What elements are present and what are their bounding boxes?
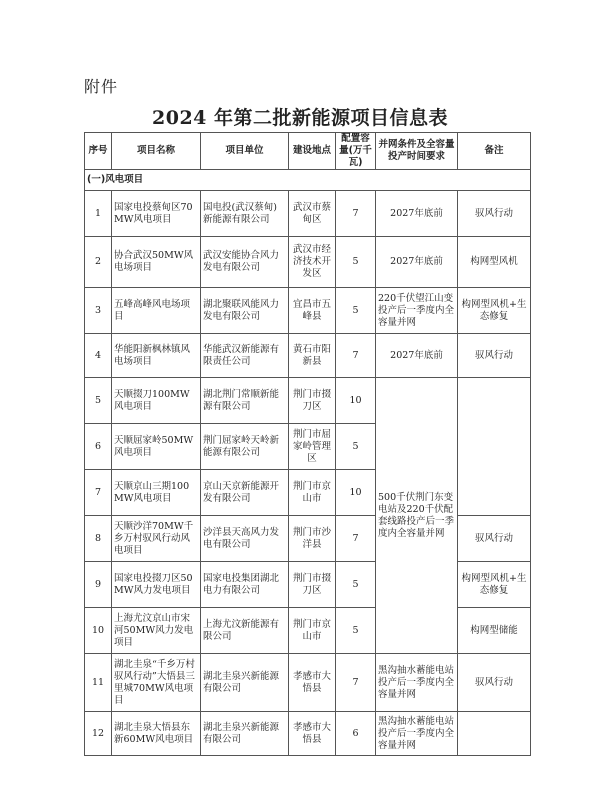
cell-unit: 荆门屈家岭天岭新能源有限公司 xyxy=(201,424,289,470)
cell-location: 武汉市经济技术开发区 xyxy=(289,237,336,288)
cell-note: 驭风行动 xyxy=(458,334,531,378)
header-no: 序号 xyxy=(85,133,112,170)
cell-location: 荆门市沙洋县 xyxy=(289,516,336,562)
cell-location: 武汉市蔡甸区 xyxy=(289,191,336,237)
cell-capacity: 10 xyxy=(336,378,376,424)
cell-unit: 沙洋县天高风力发电有限公司 xyxy=(201,516,289,562)
attachment-label: 附件 xyxy=(84,77,119,96)
header-location: 建设地点 xyxy=(289,133,336,170)
cell-capacity: 10 xyxy=(336,470,376,516)
cell-capacity: 5 xyxy=(336,288,376,334)
cell-capacity: 5 xyxy=(336,424,376,470)
cell-no: 1 xyxy=(85,191,112,237)
cell-name: 协合武汉50MW风电场项目 xyxy=(112,237,201,288)
cell-note: 构网型风机+生态修复 xyxy=(458,288,531,334)
table-header-row xyxy=(85,133,531,170)
cell-location: 荆门市屈家岭管理区 xyxy=(289,424,336,470)
cell-location: 孝感市大悟县 xyxy=(289,712,336,756)
table-row xyxy=(85,712,531,756)
cell-note: 构网型风机+生态修复 xyxy=(458,562,531,608)
cell-unit: 京山天京新能源开发有限公司 xyxy=(201,470,289,516)
cell-no: 12 xyxy=(85,712,112,756)
cell-location: 荆门市京山市 xyxy=(289,608,336,654)
table-row xyxy=(85,654,531,712)
cell-no: 2 xyxy=(85,237,112,288)
cell-no: 4 xyxy=(85,334,112,378)
cell-note xyxy=(458,712,531,756)
cell-note: 驭风行动 xyxy=(458,516,531,562)
cell-note-merged xyxy=(458,378,531,516)
cell-location: 荆门市掇刀区 xyxy=(289,378,336,424)
cell-capacity: 7 xyxy=(336,654,376,712)
cell-name: 天顺沙洋70MW千乡万村驭风行动风电项目 xyxy=(112,516,201,562)
cell-location: 荆门市掇刀区 xyxy=(289,562,336,608)
cell-no: 6 xyxy=(85,424,112,470)
cell-capacity: 5 xyxy=(336,237,376,288)
header-name: 项目名称 xyxy=(112,133,201,170)
table-row xyxy=(85,334,531,378)
cell-no: 11 xyxy=(85,654,112,712)
cell-unit: 华能武汉新能源有限责任公司 xyxy=(201,334,289,378)
cell-requirement-merged: 500千伏荆门东变电站及220千伏配套线路投产后一季度内全容量并网 xyxy=(376,378,458,654)
cell-location: 荆门市京山市 xyxy=(289,470,336,516)
cell-unit: 湖北圭泉兴新能源有限公司 xyxy=(201,712,289,756)
cell-unit: 国家电投集团湖北电力有限公司 xyxy=(201,562,289,608)
header-capacity: 配置容量(万千瓦) xyxy=(336,133,376,170)
cell-note: 驭风行动 xyxy=(458,191,531,237)
cell-name: 天顺屈家岭50MW风电项目 xyxy=(112,424,201,470)
cell-no: 3 xyxy=(85,288,112,334)
cell-name: 天顺掇刀100MW风电项目 xyxy=(112,378,201,424)
cell-no: 9 xyxy=(85,562,112,608)
cell-location: 孝感市大悟县 xyxy=(289,654,336,712)
cell-no: 7 xyxy=(85,470,112,516)
cell-requirement: 2027年底前 xyxy=(376,191,458,237)
cell-name: 天顺京山三期100MW风电项目 xyxy=(112,470,201,516)
cell-requirement: 黑沟抽水蓄能电站投产后一季度内全容量并网 xyxy=(376,712,458,756)
cell-name: 国家电投蔡甸区70MW风电项目 xyxy=(112,191,201,237)
cell-note: 构网型储能 xyxy=(458,608,531,654)
cell-name: 国家电投掇刀区50MW风力发电项目 xyxy=(112,562,201,608)
cell-location: 黄石市阳新县 xyxy=(289,334,336,378)
cell-requirement: 220千伏望江山变投产后一季度内全容量并网 xyxy=(376,288,458,334)
cell-name: 五峰高峰风电场项目 xyxy=(112,288,201,334)
project-table xyxy=(84,132,531,756)
header-requirement: 并网条件及全容量投产时间要求 xyxy=(376,133,458,170)
header-unit: 项目单位 xyxy=(201,133,289,170)
section-title: (一)风电项目 xyxy=(85,170,531,191)
cell-capacity: 7 xyxy=(336,191,376,237)
cell-name: 湖北圭泉大悟县东新60MW风电项目 xyxy=(112,712,201,756)
cell-unit: 湖北圭泉兴新能源有限公司 xyxy=(201,654,289,712)
table-row xyxy=(85,378,531,424)
cell-name: 华能阳新枫林镇风电场项目 xyxy=(112,334,201,378)
cell-unit: 国电投(武汉蔡甸)新能源有限公司 xyxy=(201,191,289,237)
table-row xyxy=(85,191,531,237)
cell-capacity: 7 xyxy=(336,334,376,378)
cell-capacity: 5 xyxy=(336,562,376,608)
cell-capacity: 5 xyxy=(336,608,376,654)
table-row xyxy=(85,608,531,654)
document-title: 2024 年第二批新能源项目信息表 xyxy=(152,107,448,129)
cell-name: 上海尤汶京山市宋河50MW风力发电项目 xyxy=(112,608,201,654)
table-row xyxy=(85,516,531,562)
cell-location: 宜昌市五峰县 xyxy=(289,288,336,334)
section-row xyxy=(85,170,531,191)
cell-no: 5 xyxy=(85,378,112,424)
cell-name: 湖北圭泉“千乡万村驭风行动”大悟县三里城70MW风电项目 xyxy=(112,654,201,712)
cell-requirement: 2027年底前 xyxy=(376,237,458,288)
cell-requirement: 2027年底前 xyxy=(376,334,458,378)
cell-capacity: 6 xyxy=(336,712,376,756)
table-row xyxy=(85,237,531,288)
cell-note: 构网型风机 xyxy=(458,237,531,288)
cell-no: 10 xyxy=(85,608,112,654)
cell-unit: 上海尤汶新能源有限公司 xyxy=(201,608,289,654)
cell-unit: 武汉安能协合风力发电有限公司 xyxy=(201,237,289,288)
cell-unit: 湖北聚联风能风力发电有限公司 xyxy=(201,288,289,334)
cell-no: 8 xyxy=(85,516,112,562)
cell-capacity: 7 xyxy=(336,516,376,562)
cell-requirement: 黑沟抽水蓄能电站投产后一季度内全容量并网 xyxy=(376,654,458,712)
cell-note: 驭风行动 xyxy=(458,654,531,712)
table-row xyxy=(85,562,531,608)
header-note: 备注 xyxy=(458,133,531,170)
cell-unit: 湖北荆门常顺新能源有限公司 xyxy=(201,378,289,424)
table-row xyxy=(85,288,531,334)
